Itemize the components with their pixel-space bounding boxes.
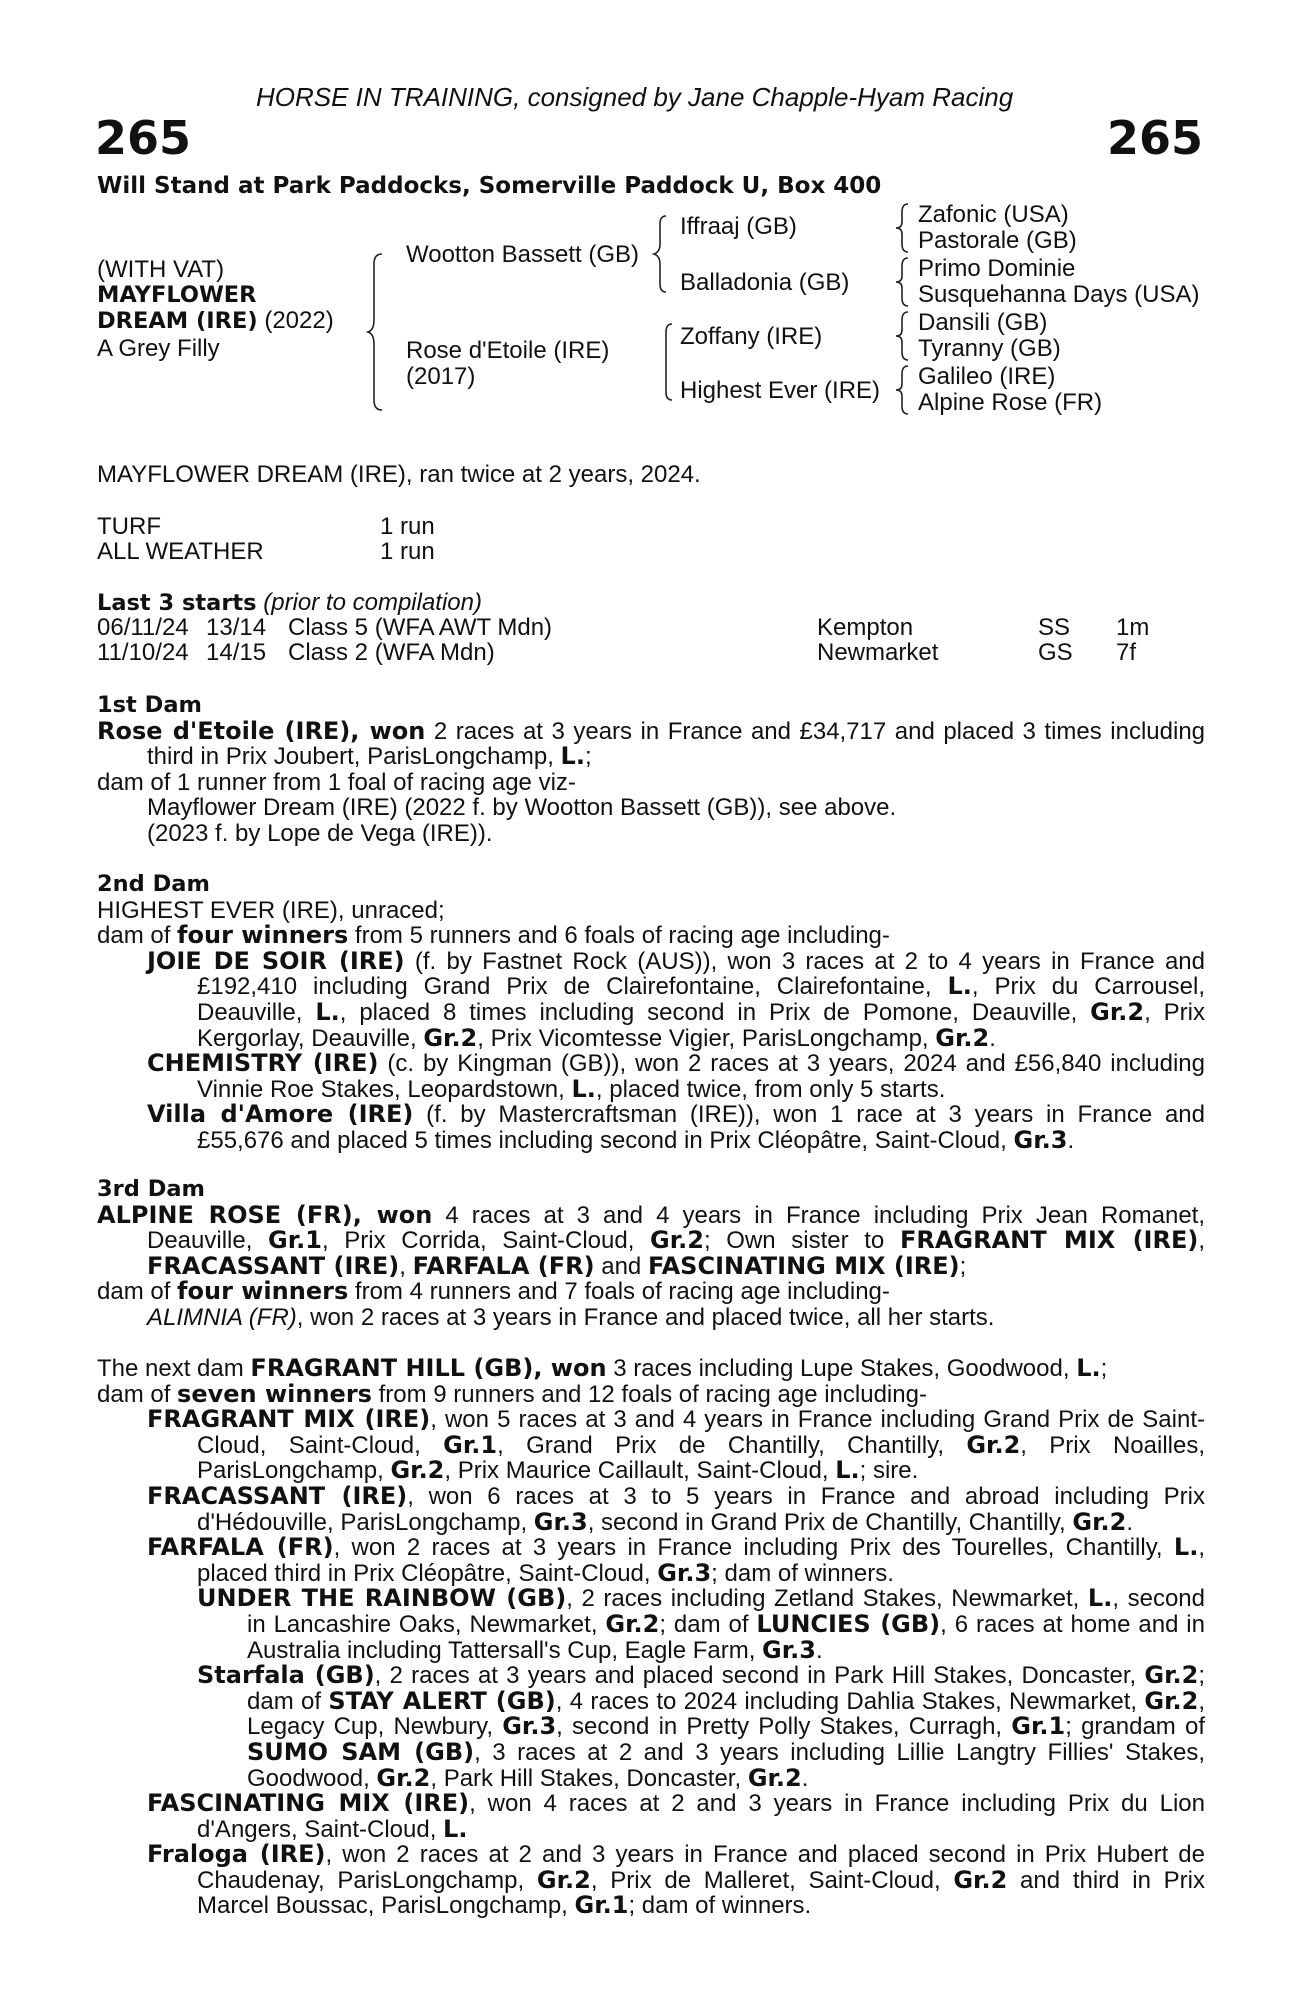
- start-going: GS: [1038, 639, 1073, 666]
- first-dam-record: [97, 716, 1206, 771]
- pedigree-bracket-dam: [660, 322, 680, 402]
- vat-note: (WITH VAT): [97, 256, 225, 283]
- won-label: , won: [350, 716, 426, 745]
- start-date: 11/10/24: [97, 639, 189, 666]
- pedigree-bracket-sire: [654, 214, 680, 294]
- produce-name: FARFALA (FR): [147, 1533, 334, 1562]
- horse-description: A Grey Filly: [97, 335, 220, 362]
- produce-name: JOIE DE SOIR (IRE): [147, 946, 405, 975]
- dam-name: FRAGRANT HILL (GB): [250, 1354, 534, 1382]
- pedigree-sss: Zafonic (USA): [918, 201, 1069, 228]
- race-summary: MAYFLOWER DREAM (IRE), ran twice at 2 years, 2024.: [97, 461, 701, 488]
- section-heading: 1st Dam: [97, 692, 202, 718]
- pedigree-bracket-ss: [896, 200, 916, 256]
- winners-count: seven winners: [177, 1379, 372, 1408]
- pedigree-dsd: Tyranny (GB): [918, 335, 1061, 362]
- start-course: Kempton: [817, 614, 914, 641]
- dam-name: Rose d'Etoile (IRE): [97, 716, 351, 745]
- produce-starfala: Starfala (GB), 2 races at 3 years and placed second in Park Hill Stakes, Doncaster, Gr.2; dam of STAY ALERT (GB), 4 races to 2024 including Dahlia Stakes, Newmarket, Gr.2, Legacy Cup, Newbury, Gr.3, second in Pretty Polly Stakes, Curragh, Gr.1; grandam of SUMO SAM (GB), 3 races at 2 and 3 years including Lillie Langtry Fillies' Stakes, Goodwood, Gr.2, Park Hill Stakes, Doncaster, Gr.2.: [197, 1661, 1206, 1792]
- pedigree-bracket-ds: [896, 308, 916, 364]
- next-dam-record: The next dam FRAGRANT HILL (GB), won 3 races including Lupe Stakes, Goodwood, L.;: [97, 1354, 1108, 1382]
- second-dam-record: HIGHEST EVER (IRE), unraced;: [97, 896, 445, 924]
- produce-name: Starfala (GB): [197, 1661, 375, 1690]
- pedigree-ddd: Alpine Rose (FR): [918, 389, 1103, 416]
- dam-text: 2 races at 3 years in France and £34,717 and placed 3 times including third in Prix Joubert, ParisLongchamp,: [147, 717, 1206, 771]
- pedigree-sdd: Susquehanna Days (USA): [918, 281, 1200, 308]
- produce-farfala: FARFALA (FR), won 2 races at 3 years in France including Prix des Tourelles, Chantilly, L., placed third in Prix Cléopâtre, Saint-Cloud, Gr.3; dam of winners.: [147, 1533, 1205, 1587]
- record-surface: TURF: [97, 513, 161, 540]
- produce-name: Fraloga (IRE): [147, 1840, 326, 1869]
- first-dam-produce: (2023 f. by Lope de Vega (IRE)).: [147, 819, 493, 847]
- second-dam-section: [97, 871, 1205, 1154]
- winners-count: four winners: [177, 921, 349, 950]
- next-dam-section: [97, 1356, 1205, 1919]
- section-heading: 2nd Dam: [97, 871, 210, 897]
- produce-alimnia: ALIMNIA (FR), won 2 races at 3 years in France and placed twice, all her starts.: [147, 1303, 995, 1331]
- third-dam-record: ALPINE ROSE (FR), won 4 races at 3 and 4 years in France including Prix Jean Romanet, Deauville, Gr.1, Prix Corrida, Saint-Cloud, Gr.2; Own sister to FRAGRANT MIX (IRE), FRACASSANT (IRE), FARFALA (FR) and FASCINATING MIX (IRE);: [97, 1200, 1206, 1280]
- produce-name: FRAGRANT MIX (IRE): [147, 1405, 431, 1434]
- produce-fraloga: Fraloga (IRE), won 2 races at 2 and 3 years in France and placed second in Prix Hubert de Chaudenay, ParisLongchamp, Gr.2, Prix de Malleret, Saint-Cloud, Gr.2 and third in Prix Marcel Boussac, ParisLongchamp, Gr.1; dam of winners.: [147, 1840, 1206, 1920]
- third-dam-heading: [97, 1176, 1205, 1203]
- pedigree-dss: Dansili (GB): [918, 309, 1048, 336]
- dam-name: ALPINE ROSE (FR): [97, 1200, 353, 1229]
- record-surface: ALL WEATHER: [97, 538, 264, 565]
- pedigree-dam-dam: Highest Ever (IRE): [680, 377, 881, 404]
- record-runs: 1 run: [380, 538, 435, 565]
- horse-name-row: [97, 308, 334, 334]
- pedigree-sire-dam: Balladonia (GB): [680, 269, 850, 296]
- start-going: SS: [1038, 614, 1071, 641]
- pedigree-sire-sire: Iffraaj (GB): [680, 213, 797, 240]
- last-starts-heading: [97, 590, 482, 616]
- last-starts-note: (prior to compilation): [256, 589, 482, 616]
- second-dam-heading: [97, 871, 1205, 898]
- produce-name: FRACASSANT (IRE): [147, 1481, 408, 1510]
- start-date: 06/11/24: [97, 614, 189, 641]
- pedigree-bracket-sd: [896, 254, 916, 310]
- pedigree-sds: Primo Dominie: [918, 255, 1076, 282]
- stable-location: Will Stand at Park Paddocks, Somerville Paddock U, Box 400: [97, 173, 882, 199]
- start-distance: 1m: [1116, 614, 1150, 641]
- pedigree-dds: Galileo (IRE): [918, 363, 1056, 390]
- third-dam-produce-intro: dam of four winners from 4 runners and 7 foals of racing age including-: [97, 1277, 890, 1306]
- produce-name: Villa d'Amore (IRE): [147, 1100, 414, 1129]
- produce-joie-de-soir: JOIE DE SOIR (IRE) (f. by Fastnet Rock (AUS)), won 3 races at 2 to 4 years in France and £192,410 including Grand Prix de Clairefontaine, Clairefontaine, L., Prix du Carrousel, Deauville, L., placed 8 times including second in Prix de Pomone, Deauville, Gr.2, Prix Kergorlay, Deauville, Gr.2, Prix Vicomtesse Vigier, ParisLongchamp, Gr.2.: [147, 946, 1206, 1052]
- start-race: Class 5 (WFA AWT Mdn): [288, 614, 553, 641]
- section-heading: 3rd Dam: [97, 1176, 205, 1202]
- start-race: Class 2 (WFA Mdn): [288, 639, 495, 666]
- pedigree-ssd: Pastorale (GB): [918, 227, 1077, 254]
- pedigree-sire: Wootton Bassett (GB): [406, 241, 639, 268]
- start-distance: 7f: [1116, 639, 1137, 666]
- record-runs: 1 run: [380, 513, 435, 540]
- pedigree-bracket-main: [368, 252, 398, 412]
- produce-name: ALIMNIA (FR): [147, 1303, 297, 1331]
- start-position: 13/14: [206, 614, 267, 641]
- produce-villa-damore: Villa d'Amore (IRE) (f. by Mastercraftsman (IRE)), won 1 race at 3 years in France and £55,676 and placed 5 times including second in Prix Cléopâtre, Saint-Cloud, Gr.3.: [147, 1100, 1205, 1154]
- produce-name: FASCINATING MIX (IRE): [147, 1789, 470, 1818]
- third-dam-section: [97, 1176, 1205, 1331]
- start-position: 14/15: [206, 639, 267, 666]
- lot-number-right: 265: [1106, 111, 1203, 165]
- produce-fracassant: FRACASSANT (IRE), won 6 races at 3 to 5 years in France and abroad including Prix d'Hédouville, ParisLongchamp, Gr.3, second in Grand Prix de Chantilly, Chantilly, Gr.2.: [147, 1481, 1205, 1536]
- dam-text: ;: [584, 743, 592, 771]
- first-dam-section: [97, 692, 1205, 847]
- produce-chemistry: CHEMISTRY (IRE) (c. by Kingman (GB)), won 2 races at 3 years, 2024 and £56,840 including Vinnie Roe Stakes, Leopardstown, L., placed twice, from only 5 starts.: [147, 1049, 1205, 1103]
- produce-fragrant-mix: FRAGRANT MIX (IRE), won 5 races at 3 and 4 years in France including Grand Prix de Saint-Cloud, Saint-Cloud, Gr.1, Grand Prix de Chantilly, Chantilly, Gr.2, Prix Noailles, ParisLongchamp, Gr.2, Prix Maurice Caillault, Saint-Cloud, L.; sire.: [147, 1405, 1205, 1485]
- catalogue-header: HORSE IN TRAINING, consigned by Jane Chapple-Hyam Racing: [256, 82, 1014, 112]
- first-dam-produce: Mayflower Dream (IRE) (2022 f. by Wootton Bassett (GB)), see above.: [147, 794, 897, 822]
- produce-name: UNDER THE RAINBOW (GB): [197, 1584, 567, 1613]
- pedigree-dam: Rose d'Etoile (IRE): [406, 337, 610, 364]
- produce-under-the-rainbow: UNDER THE RAINBOW (GB), 2 races including Zetland Stakes, Newmarket, L., second in Lancashire Oaks, Newmarket, Gr.2; dam of LUNCIES (GB), 6 races at home and in Australia including Tattersall's Cup, Eagle Farm, Gr.3.: [197, 1584, 1205, 1664]
- pedigree-bracket-dd: [896, 362, 916, 418]
- horse-name-line1: MAYFLOWER: [97, 282, 257, 308]
- pedigree-dam-sire: Zoffany (IRE): [680, 323, 823, 350]
- horse-year: (2022): [257, 307, 334, 334]
- produce-name: CHEMISTRY (IRE): [147, 1049, 379, 1078]
- winners-count: four winners: [177, 1277, 349, 1306]
- pedigree-dam-year: (2017): [406, 363, 476, 390]
- horse-name-line2: DREAM (IRE): [97, 308, 258, 334]
- listed-badge: L.: [560, 742, 585, 771]
- first-dam-heading: [97, 692, 1205, 719]
- first-dam-produce-intro: dam of 1 runner from 1 foal of racing age viz-: [97, 768, 576, 796]
- lot-number-left: 265: [95, 111, 192, 165]
- produce-fascinating-mix: FASCINATING MIX (IRE), won 4 races at 2 and 3 years in France including Prix du Lion d'Angers, Saint-Cloud, L.: [147, 1789, 1205, 1843]
- next-dam-produce-intro: dam of seven winners from 9 runners and 12 foals of racing age including-: [97, 1379, 927, 1408]
- start-course: Newmarket: [817, 639, 939, 666]
- last-starts-title: Last 3 starts: [97, 590, 257, 616]
- second-dam-produce-intro: dam of four winners from 5 runners and 6 foals of racing age including-: [97, 921, 890, 950]
